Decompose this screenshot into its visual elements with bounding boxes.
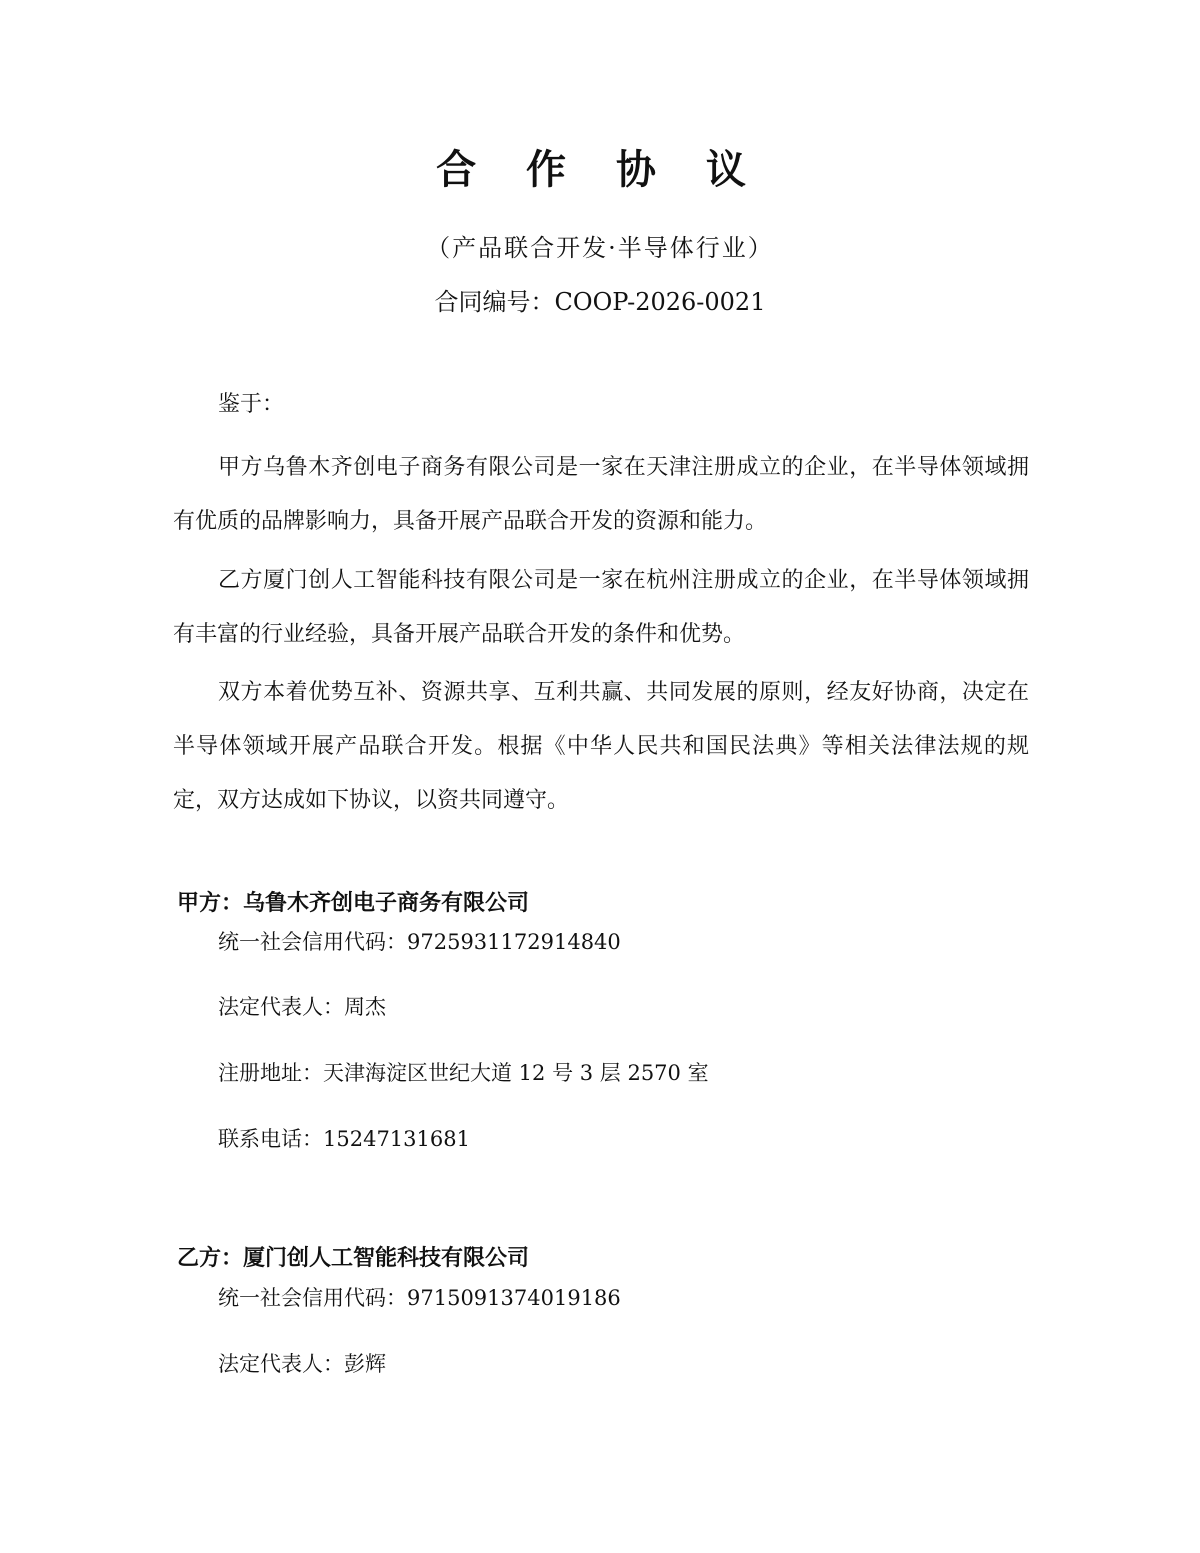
contract-number-value: COOP-2026-0021	[554, 288, 766, 316]
party-a-credit-code: 统一社会信用代码：9725931172914840	[218, 930, 621, 954]
party-a-intro-text: 甲方乌鲁木齐创电子商务有限公司是一家在天津注册成立的企业，在半导体领域拥有优质的品牌影响力，具备开展产品联合开发的资源和能力。	[173, 455, 1029, 534]
contract-number-label: 合同编号：	[434, 288, 555, 316]
party-b-heading: 乙方：厦门创人工智能科技有限公司	[177, 1246, 530, 1271]
document-title: 合 作 协 议	[436, 147, 764, 193]
agreement-basis-paragraph	[173, 666, 1029, 828]
document-subtitle: （产品联合开发·半导体行业）	[426, 234, 774, 262]
party-b-legal-rep: 法定代表人：彭辉	[218, 1352, 386, 1376]
party-a-legal-rep: 法定代表人：周杰	[218, 995, 386, 1019]
party-b-intro-paragraph	[173, 554, 1029, 662]
party-a-phone: 联系电话：15247131681	[218, 1127, 470, 1151]
party-a-heading: 甲方：乌鲁木齐创电子商务有限公司	[177, 891, 530, 916]
party-b-intro-text: 乙方厦门创人工智能科技有限公司是一家在杭州注册成立的企业，在半导体领域拥有丰富的行业经验，具备开展产品联合开发的条件和优势。	[173, 568, 1029, 647]
contract-number	[0, 282, 1200, 322]
agreement-basis-text: 双方本着优势互补、资源共享、互利共赢、共同发展的原则，经友好协商，决定在半导体领域开展产品联合开发。根据《中华人民共和国民法典》等相关法律法规的规定，双方达成如下协议，以资共同遵守。	[173, 680, 1029, 813]
whereas-clause	[173, 378, 1029, 432]
party-a-intro-paragraph	[173, 441, 1029, 549]
whereas-text: 鉴于：	[218, 392, 285, 417]
party-a-address: 注册地址：天津海淀区世纪大道 12 号 3 层 2570 室	[218, 1061, 709, 1085]
party-b-credit-code: 统一社会信用代码：9715091374019186	[218, 1286, 621, 1310]
